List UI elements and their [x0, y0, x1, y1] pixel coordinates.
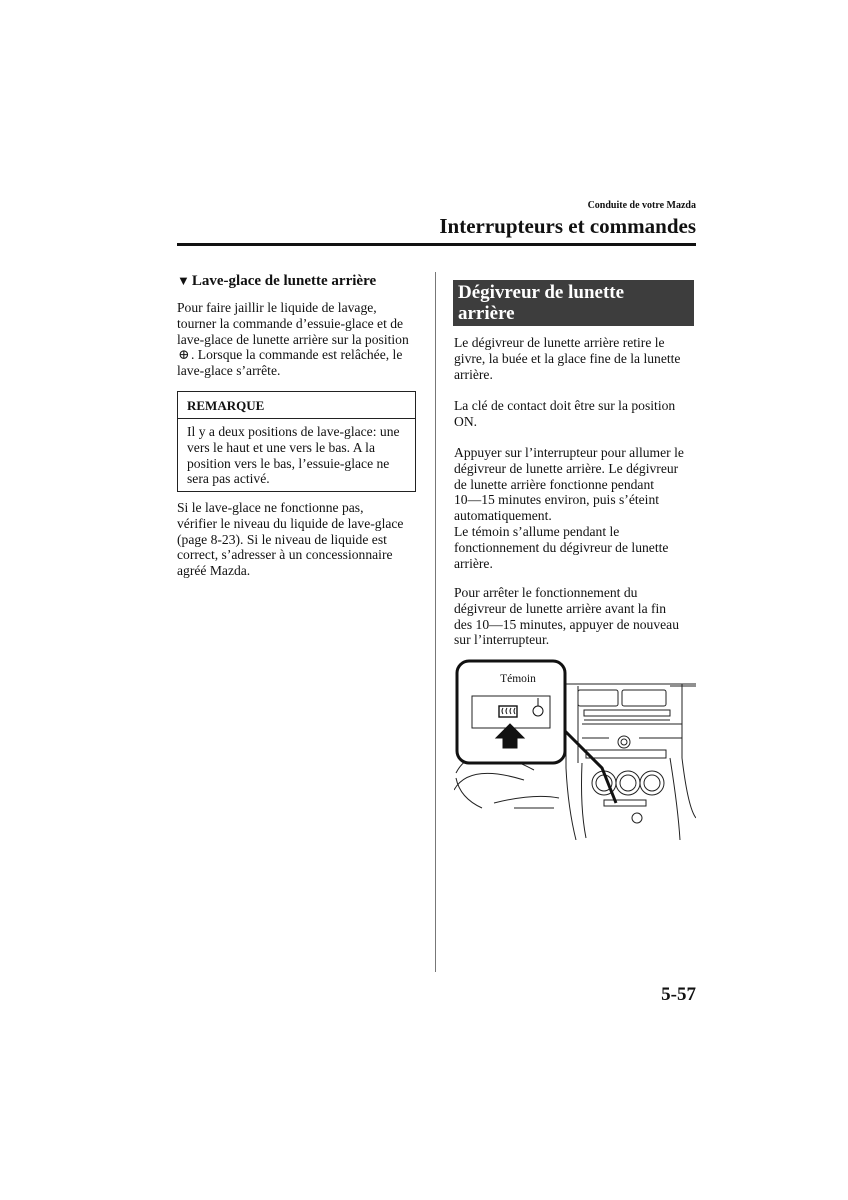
rear-washer-paragraph: [177, 300, 422, 379]
text-line: arrière.: [454, 366, 493, 382]
rear-washer-heading-text: Lave-glace de lunette arrière: [191, 273, 377, 289]
defroster-section-title: [453, 280, 694, 326]
note-title: REMARQUE: [178, 392, 415, 419]
triangle-bullet-icon: ▼: [177, 273, 190, 288]
note-text: [187, 424, 412, 487]
text-line: arrière.: [454, 555, 493, 571]
column-divider: [435, 272, 436, 972]
text-line: givre, la buée et la glace fine de la lunette: [454, 350, 681, 366]
stop-paragraph: [454, 585, 696, 648]
text-fragment: . Lorsque la commande est relâchée, le: [191, 347, 403, 363]
text-line: dégivreur de lunette arrière. Le dégivreur: [454, 460, 679, 476]
text-line: La clé de contact doit être sur la position: [454, 398, 676, 413]
text-line: vers le haut et une vers le bas. A la: [187, 439, 375, 455]
text-line: [177, 347, 422, 363]
text-line: Pour arrêter le fonctionnement du: [454, 585, 638, 600]
title-line: Dégivreur de lunette: [458, 282, 625, 303]
washer-failure-paragraph: [177, 500, 422, 579]
text-line: 10—15 minutes environ, puis s’éteint: [454, 492, 660, 508]
section-label: Conduite de votre Mazda: [587, 200, 696, 211]
ignition-paragraph: [454, 398, 696, 430]
note-box: [177, 391, 416, 492]
text-line: dégivreur de lunette arrière avant la fin: [454, 600, 667, 616]
header-rule: [177, 243, 696, 246]
text-line: Appuyer sur l’interrupteur pour allumer le: [454, 445, 684, 460]
text-line: agréé Mazda.: [177, 563, 251, 579]
title-line: arrière: [458, 303, 515, 324]
defroster-intro-paragraph: [454, 335, 696, 382]
text-line: correct, s’adresser à un concessionnaire: [177, 547, 393, 563]
indicator-label: Témoin: [500, 673, 536, 685]
text-line: Le témoin s’allume pendant le: [454, 523, 620, 539]
text-line: Si le lave-glace ne fonctionne pas,: [177, 500, 364, 515]
text-line: vérifier le niveau du liquide de lave-glace: [177, 515, 404, 531]
text-line: Le dégivreur de lunette arrière retire le: [454, 335, 665, 350]
washer-position-icon: ⊕: [178, 347, 190, 363]
text-line: position vers le bas, l’essuie-glace ne: [187, 455, 390, 471]
page-title: Interrupteurs et commandes: [439, 214, 696, 238]
text-line: ON.: [454, 413, 478, 429]
text-line: sur l’interrupteur.: [454, 632, 550, 648]
dashboard-illustration: [454, 658, 696, 840]
text-line: lave-glace s’arrête.: [177, 363, 281, 379]
page-number: 5-57: [661, 984, 696, 1005]
text-line: des 10—15 minutes, appuyer de nouveau: [454, 616, 680, 632]
text-line: de lunette arrière fonctionne pendant: [454, 476, 655, 492]
text-line: Pour faire jaillir le liquide de lavage,: [177, 300, 377, 315]
text-line: lave-glace de lunette arrière sur la position: [177, 331, 409, 347]
operation-paragraph: [454, 445, 696, 571]
text-line: fonctionnement du dégivreur de lunette: [454, 539, 669, 555]
rear-washer-heading: [177, 273, 376, 290]
text-line: (page 8-23). Si le niveau de liquide est: [177, 531, 387, 547]
text-line: Il y a deux positions de lave-glace: une: [187, 424, 400, 439]
text-line: automatiquement.: [454, 508, 552, 524]
text-line: tourner la commande d’essuie-glace et de: [177, 315, 404, 331]
text-line: sera pas activé.: [187, 471, 270, 487]
